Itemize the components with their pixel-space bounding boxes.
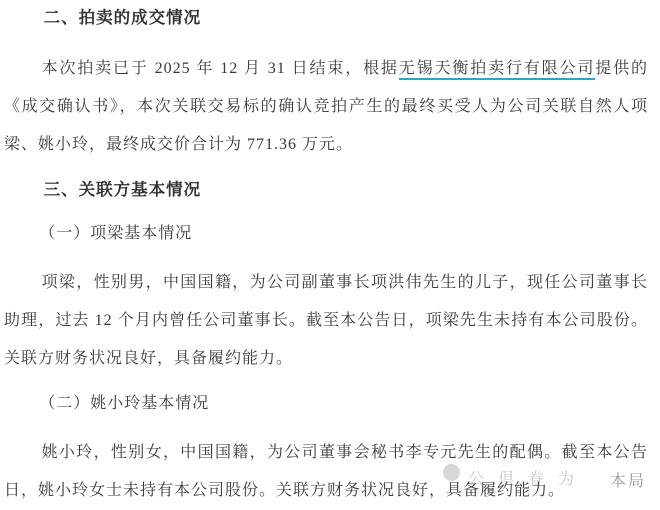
paragraph-yaoxiaoling-profile: 姚小玲，性别女，中国国籍，为公司董事会秘书李专元先生的配偶。截至本公告日，姚小玲女士未持有本公司股份。关联方财务状况良好，具备履约能力。 <box>4 444 648 499</box>
auction-house-company-name: 无锡天衡拍卖行有限公司 <box>399 60 595 80</box>
section-heading-auction-result: 二、拍卖的成交情况 <box>43 9 202 27</box>
auction-text-before-company: 本次拍卖已于 2025 年 12 月 31 日结束，根据 <box>41 60 399 77</box>
paragraph-auction-result <box>4 50 648 164</box>
watermark-corner-text: 本局 <box>610 473 647 490</box>
auction-text-after-company: 提供的《成交确认书》，本次关联交易标的确认竞拍产生的最终买受人为公司关联自然人项梁、姚小玲，最终成交价合计为 771.36 万元。 <box>4 60 648 153</box>
watermark-overlay-text: 公倶眷为 <box>468 471 589 488</box>
section-heading-related-parties: 三、关联方基本情况 <box>43 181 202 199</box>
subsection-heading-yaoxiaoling: （二）姚小玲基本情况 <box>39 395 210 412</box>
subsection-heading-xiangliang: （一）项梁基本情况 <box>39 225 193 242</box>
paragraph-xiangliang-profile: 项梁，性别男，中国国籍，为公司副董事长项洪伟先生的儿子，现任公司董事长助理，过去 12 个月内曾任公司董事长。截至本公告日，项梁先生未持有本公司股份。关联方财务状况良好，具备履约能力。 <box>4 274 648 367</box>
